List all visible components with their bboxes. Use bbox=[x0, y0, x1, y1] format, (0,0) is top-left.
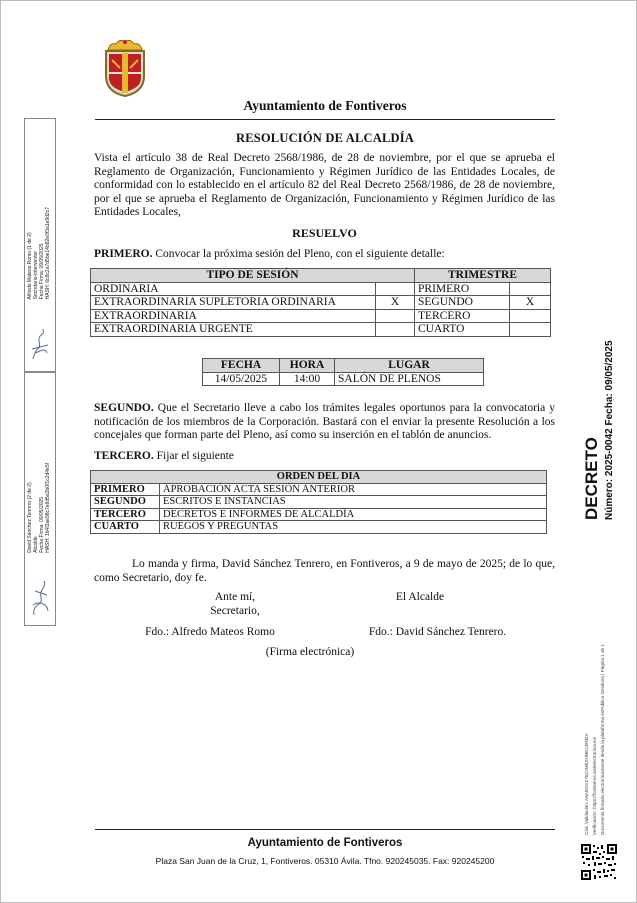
fecha-value: 14/05/2025 bbox=[203, 372, 280, 386]
table-row bbox=[91, 296, 551, 310]
trimester-header: TRIMESTRE bbox=[415, 269, 551, 283]
signature-1-text: Alfredo Mateos Romo (1 de 2) Secretario-Interventor Fecha Firma: 09/05/2025 HASH: 6c8c2a7d5be14b92e0f3a1e9d2c7 bbox=[27, 206, 51, 299]
table-row bbox=[91, 323, 551, 337]
decreto-stamp bbox=[578, 330, 628, 520]
segundo-paragraph bbox=[94, 402, 555, 443]
table-row bbox=[91, 508, 547, 521]
hora-header: HORA bbox=[280, 359, 335, 373]
table-row bbox=[91, 496, 547, 509]
signature-block-2 bbox=[24, 372, 56, 626]
signature-2-text: David Sánchez Tenrero (2 de 2) Alcalde Fecha Firma: 09/05/2025 HASH: 1b4f2ae98c7e6d5a3b0f1c2d4e5f bbox=[27, 463, 51, 553]
fecha-header: FECHA bbox=[203, 359, 280, 373]
signature-2-scribble-icon bbox=[29, 577, 51, 617]
agenda-item-key: CUARTO bbox=[91, 521, 160, 534]
tercero-paragraph bbox=[94, 450, 555, 464]
header-rule bbox=[95, 119, 555, 120]
fdo-secretario: Fdo.: Alfredo Mateos Romo bbox=[145, 626, 275, 638]
tercero-text: Fijar el siguiente bbox=[153, 450, 234, 462]
ante-mi-text: Ante mí, bbox=[214, 591, 256, 603]
trimester-cell: SEGUNDO bbox=[415, 296, 510, 310]
intro-paragraph: Vista el artículo 38 de Real Decreto 2568/1986, de 28 de noviembre, por el que se aprueba el Reglamento de Organización, Funcionamiento y Régimen Jurídico de las Entidades Locales, de conformidad con lo establecido en el artículo 82 del Real Decreto 2568/1986, de 28 de noviembre, por el que se aprueba el Reglamento de Organización, Funcionamiento y Régimen Jurídico de las Entidades Locales, bbox=[94, 152, 555, 219]
footer-rule bbox=[95, 829, 555, 830]
table-row bbox=[203, 372, 484, 386]
agenda-item-value: APROBACIÓN ACTA SESIÓN ANTERIOR bbox=[160, 483, 547, 496]
csv-line-3: Documento firmado electrónicamente desde la plataforma esPublico Gestiona | Página 1 de 1 bbox=[600, 644, 605, 835]
decreto-label: DECRETO bbox=[582, 437, 601, 520]
table-row bbox=[91, 282, 551, 296]
primero-paragraph bbox=[94, 248, 555, 262]
primero-text: Convocar la próxima sesión del Pleno, con el siguiente detalle: bbox=[152, 248, 445, 260]
agenda-header: ORDEN DEL DIA bbox=[91, 471, 547, 484]
table-row bbox=[91, 521, 547, 534]
footer-organization: Ayuntamiento de Fontiveros bbox=[247, 837, 403, 849]
agenda-table bbox=[90, 470, 547, 534]
alcalde-text: El Alcalde bbox=[395, 591, 445, 603]
session-mark-cell bbox=[376, 309, 415, 323]
lugar-value: SALÓN DE PLENOS bbox=[335, 372, 484, 386]
trimester-cell: CUARTO bbox=[415, 323, 510, 337]
resuelvo-heading: RESUELVO bbox=[292, 226, 357, 240]
qr-code-icon bbox=[580, 843, 618, 881]
decreto-number-date: Número: 2025-0042 Fecha: 09/05/2025 bbox=[604, 340, 615, 520]
signature-block-1 bbox=[24, 118, 56, 372]
session-type-header: TIPO DE SESIÓN bbox=[91, 269, 415, 283]
lugar-header: LUGAR bbox=[335, 359, 484, 373]
tercero-label: TERCERO. bbox=[94, 450, 154, 462]
segundo-text: Que el Secretario lleve a cabo los trámites legales oportunos para la convocatoria y notificación de los miembros de la Corporación. Bastará con el enviar la presente Resolución a los concejales que forman parte del Pleno, así como su inserción en el tablón de anuncios. bbox=[94, 402, 555, 442]
session-type-cell: ORDINARIA bbox=[91, 282, 376, 296]
trimester-mark-cell: X bbox=[510, 296, 551, 310]
segundo-label: SEGUNDO. bbox=[94, 402, 154, 414]
trimester-cell: TERCERO bbox=[415, 309, 510, 323]
coat-of-arms-logo bbox=[100, 38, 150, 98]
date-time-place-table bbox=[202, 358, 484, 386]
trimester-cell: PRIMERO bbox=[415, 282, 510, 296]
csv-line-1: Cód. Validación: A6AEGAZ76Z2MEZHNE2J9NZV bbox=[584, 733, 589, 835]
session-type-table bbox=[90, 268, 551, 337]
csv-verification bbox=[578, 565, 622, 835]
organization-title: Ayuntamiento de Fontiveros bbox=[243, 98, 407, 113]
closing-paragraph: Lo manda y firma, David Sánchez Tenrero, en Fontiveros, a 9 de mayo de 2025; de lo que, como Secretario, doy fe. bbox=[94, 558, 555, 584]
resolution-title: RESOLUCIÓN DE ALCALDÍA bbox=[235, 131, 415, 145]
hora-value: 14:00 bbox=[280, 372, 335, 386]
table-row bbox=[91, 309, 551, 323]
primero-label: PRIMERO. bbox=[94, 248, 153, 260]
session-mark-cell bbox=[376, 323, 415, 337]
trimester-mark-cell bbox=[510, 282, 551, 296]
session-type-cell: EXTRAORDINARIA bbox=[91, 309, 376, 323]
signature-1-scribble-icon bbox=[29, 323, 51, 363]
footer-address: Plaza San Juan de la Cruz, 1, Fontiveros. 05310 Ávila. Tfno. 920245035. Fax: 920245200 bbox=[155, 856, 495, 866]
agenda-item-key: PRIMERO bbox=[91, 483, 160, 496]
agenda-item-value: DECRETOS E INFORMES DE ALCALDÍA bbox=[160, 508, 547, 521]
agenda-item-value: RUEGOS Y PREGUNTAS bbox=[160, 521, 547, 534]
secretario-text: Secretario, bbox=[210, 605, 260, 617]
trimester-mark-cell bbox=[510, 309, 551, 323]
session-type-cell: EXTRAORDINARIA SUPLETORIA ORDINARIA bbox=[91, 296, 376, 310]
agenda-item-key: SEGUNDO bbox=[91, 496, 160, 509]
csv-line-2: Verificación: https://fontiveros.sedelectronica.es/ bbox=[592, 736, 597, 835]
firma-electronica: (Firma electrónica) bbox=[265, 646, 355, 658]
trimester-mark-cell bbox=[510, 323, 551, 337]
agenda-item-key: TERCERO bbox=[91, 508, 160, 521]
fdo-alcalde: Fdo.: David Sánchez Tenrero. bbox=[368, 626, 507, 638]
agenda-item-value: ESCRITOS E INSTANCIAS bbox=[160, 496, 547, 509]
session-mark-cell bbox=[376, 282, 415, 296]
session-mark-cell: X bbox=[376, 296, 415, 310]
session-type-cell: EXTRAORDINARIA URGENTE bbox=[91, 323, 376, 337]
table-row bbox=[91, 483, 547, 496]
